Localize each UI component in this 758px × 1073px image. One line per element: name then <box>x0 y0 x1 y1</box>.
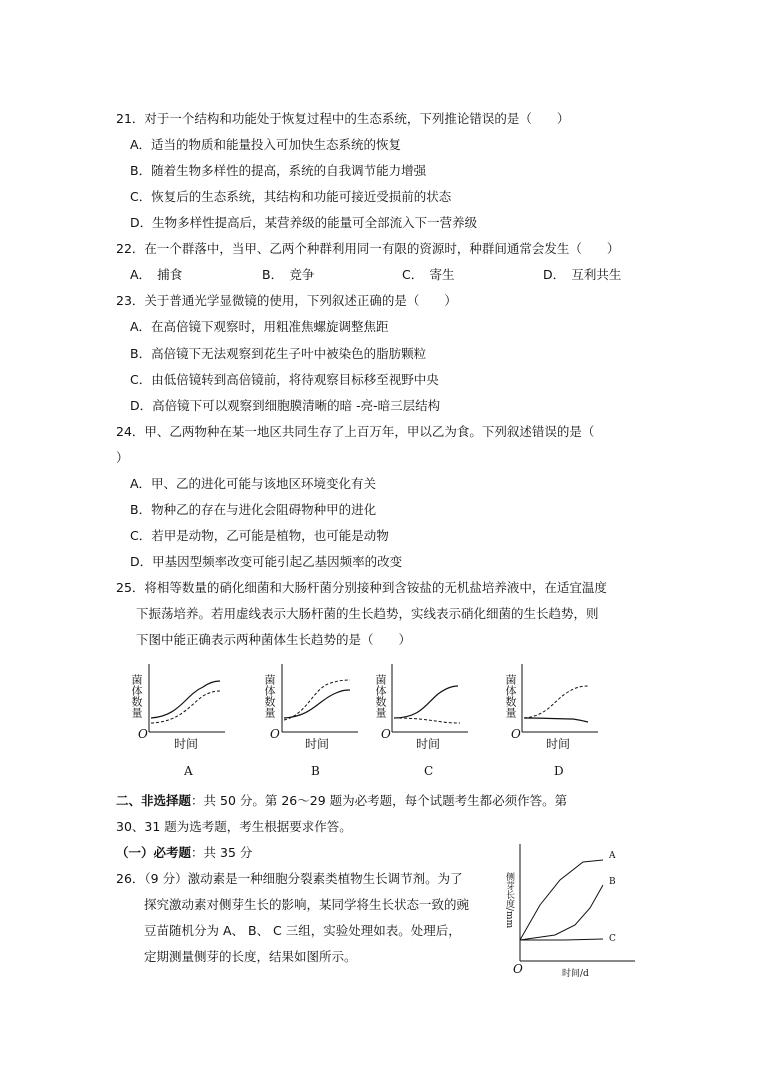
q25-graph-b-xlabel: 时间 <box>305 737 330 751</box>
subsection-heading: （一）必考题 <box>116 845 192 860</box>
q23-option-d: D．高倍镜下可以观察到细胞膜清晰的暗 -亮-暗三层结构 <box>130 398 441 413</box>
q24-option-a: A．甲、乙的进化可能与该地区环境变化有关 <box>130 476 377 491</box>
q25-stem-line3: 下图中能正确表示两种菌体生长趋势的是（ ） <box>136 632 412 647</box>
section2-heading: 二、非选择题 <box>116 793 192 808</box>
q26-graph <box>505 840 640 980</box>
q25-graph-c-origin: O <box>381 727 391 741</box>
q25-graph-d-origin: O <box>511 727 521 741</box>
q25-graph-a-xlabel: 时间 <box>174 737 199 751</box>
q22-option-b: B． 竞争 <box>262 267 315 282</box>
q25-graph-d-ylabel: 菌体数量 <box>504 674 517 718</box>
q24-option-d: D．甲基因型频率改变可能引起乙基因频率的改变 <box>130 554 403 569</box>
q25-graph-c-xlabel: 时间 <box>416 737 441 751</box>
q23-option-a: A．在高倍镜下观察时，用粗准焦螺旋调整焦距 <box>130 319 389 334</box>
q26-curve-b-label: B <box>609 877 616 887</box>
q23-stem: 23．关于普通光学显微镜的使用，下列叙述正确的是（ ） <box>116 293 457 308</box>
q24-stem-continued: ） <box>116 450 129 465</box>
q26-curve-a-label: A <box>609 851 616 861</box>
q21-option-a: A．适当的物质和能量投入可加快生态系统的恢复 <box>130 137 402 152</box>
q22-option-d: D． 互利共生 <box>543 267 622 282</box>
section2-heading-rest: ：共 50 分。第 26～29 题为必考题，每个试题考生都必须作答。第 <box>191 793 568 808</box>
q26-line2: 探究激动素对侧芽生长的影响，某同学将生长状态一致的豌 <box>144 897 470 912</box>
q22-option-c: C． 寄生 <box>402 267 455 282</box>
q26-curve-c-label: C <box>609 934 616 944</box>
q24-option-c: C．若甲是动物，乙可能是植物，也可能是动物 <box>130 528 389 543</box>
q21-option-b: B．随着生物多样性的提高，系统的自我调节能力增强 <box>130 163 427 178</box>
q23-option-c: C．由低倍镜转到高倍镜前，将待观察目标移至视野中央 <box>130 372 439 387</box>
q21-stem: 21．对于一个结构和功能处于恢复过程中的生态系统，下列推论错误的是（ ） <box>116 111 570 126</box>
q25-graph-c-letter: C <box>424 764 434 778</box>
q25-graph-a-origin: O <box>138 727 148 741</box>
subsection-heading-rest: ：共 35 分 <box>191 845 253 860</box>
q25-graph-a-ylabel: 菌体数量 <box>130 674 143 718</box>
q23-option-b: B．高倍镜下无法观察到花生子叶中被染色的脂肪颗粒 <box>130 346 427 361</box>
q24-stem: 24．甲、乙两物种在某一地区共同生存了上百万年，甲以乙为食。下列叙述错误的是（ <box>116 424 595 439</box>
q26-line3: 豆苗随机分为 A、 B、 C 三组，实验处理如表。处理后， <box>144 923 461 938</box>
q22-stem: 22．在一个群落中，当甲、乙两个种群利用同一有限的资源时，种群间通常会发生（ ） <box>116 241 620 256</box>
q25-graph-b-origin: O <box>270 727 280 741</box>
q21-option-c: C．恢复后的生态系统，其结构和功能可接近受损前的状态 <box>130 189 452 204</box>
q25-graph-d-letter: D <box>554 764 564 778</box>
q22-option-a: A． 捕食 <box>130 267 183 282</box>
q25-stem-line2: 下振荡培养。若用虚线表示大肠杆菌的生长趋势，实线表示硝化细菌的生长趋势，则 <box>136 606 599 621</box>
q26-graph-ylabel: 侧芽长度/mm <box>504 872 514 929</box>
q25-graph-c-ylabel: 菌体数量 <box>374 674 387 718</box>
q25-graph-a-letter: A <box>184 764 193 778</box>
q26-line1: 26．（9 分）激动素是一种细胞分裂素类植物生长调节剂。为了 <box>116 871 463 886</box>
subsection-heading-line <box>116 845 252 861</box>
q21-option-d: D．生物多样性提高后，某营养级的能量可全部流入下一营养级 <box>130 215 478 230</box>
q24-option-b: B．物种乙的存在与进化会阻碍物种甲的进化 <box>130 502 377 517</box>
q25-graph-d-xlabel: 时间 <box>546 737 571 751</box>
q26-line4: 定期测量侧芽的长度，结果如图所示。 <box>144 949 357 964</box>
section2-heading-line <box>116 793 567 809</box>
section2-line2: 30、31 题为选考题，考生根据要求作答。 <box>116 819 352 834</box>
q26-graph-xlabel: 时间/d <box>562 969 589 979</box>
q25-graph-b-ylabel: 菌体数量 <box>263 674 276 718</box>
q25-stem-line1: 25．将相等数量的硝化细菌和大肠杆菌分别接种到含铵盐的无机盐培养液中，在适宜温度 <box>116 580 607 595</box>
q26-graph-origin: O <box>513 962 523 976</box>
q25-graph-b-letter: B <box>311 764 320 778</box>
